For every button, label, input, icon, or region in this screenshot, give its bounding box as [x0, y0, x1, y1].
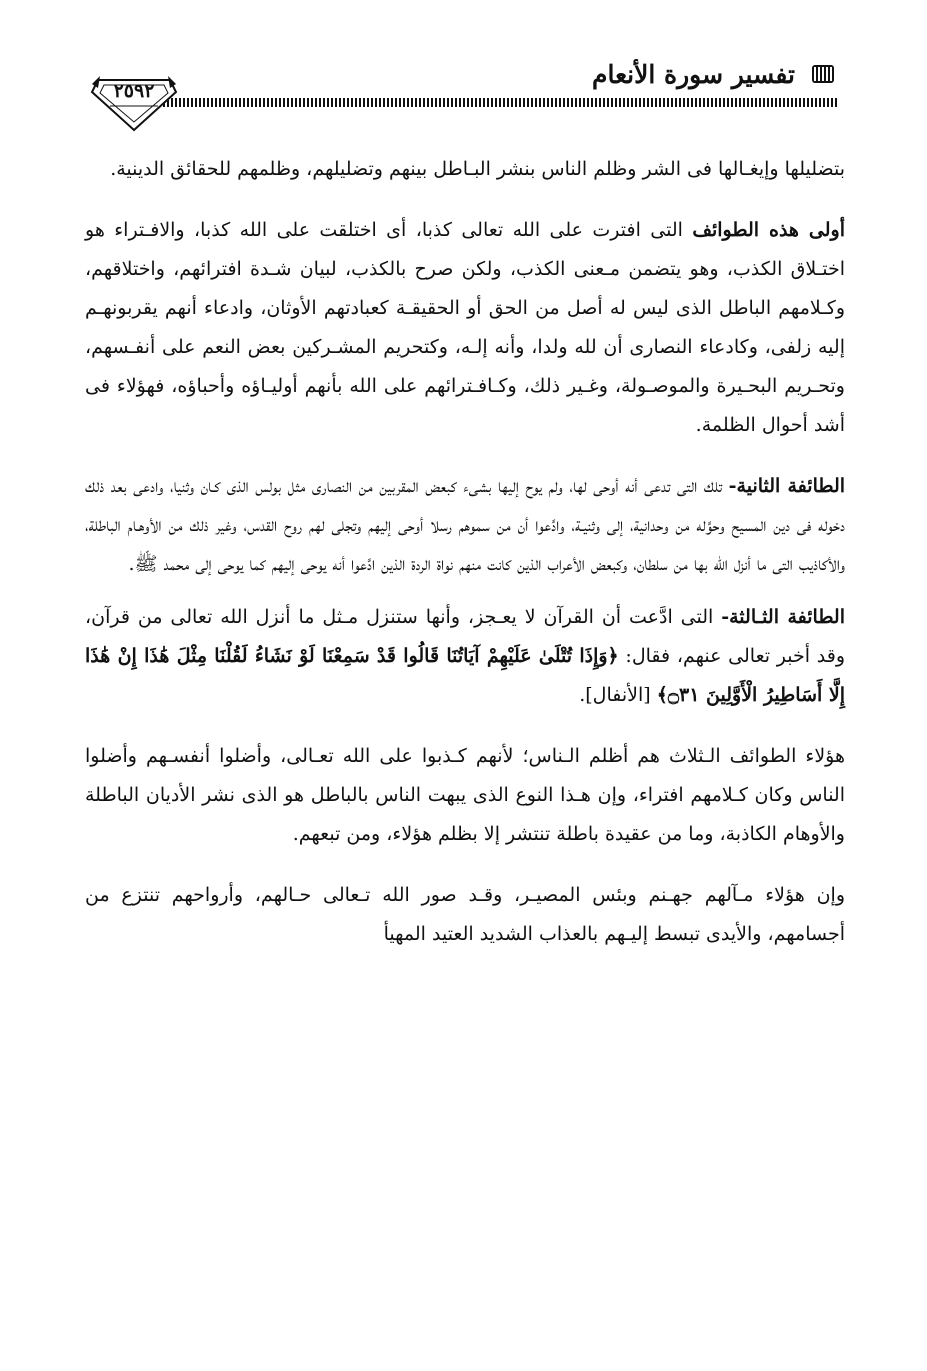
paragraph-5	[85, 737, 845, 854]
paragraph-6-text: وإن هؤلاء مـآلهم جهـنم وبئس المصيـر، وقـد صور الله تـعالى حـالهم، وأرواحهم تنتزع من أجسامهم، والأيدى تبسط إليـهم بالعذاب الشديد العتيد المهيأ	[85, 884, 845, 945]
paragraph-2-text: التى افترت على الله تعالى كذبا، أى اختلقت على الله كذبا، والافـتراء هو اختـلاق الكذب، وهو يتضمن مـعنى الكذب، ولكن صرح بالكذب، لبيان شـدة افترائهم، واختلاقهم، وكـلامهم الباطل الذى ليس له أصل من الحق أو الحقيقـة كعبادتهم الأوثان، وادعاء أنهم يقربونهـم إليه زلفى، وكادعاء النصارى أن لله ولدا، وأنه إلـه، وكتحريم المشـركين بعض النعم على أنفـسهم، وتحـريم البحـيرة والموصـولة، وغـير ذلك، وكـافـترائهم على الله بأنهم أوليـاؤه وأحباؤه، فهؤلاء فى أشد أحوال الظلمة.	[85, 219, 845, 436]
paragraph-1	[85, 150, 845, 189]
paragraph-3-lead: الطائفة الثانية-	[728, 475, 846, 497]
header-rule	[157, 98, 837, 107]
paragraph-2-lead: أولى هذه الطوائف	[692, 219, 845, 241]
paragraph-5-text: هؤلاء الطوائف الـثلاث هم أظلم الـناس؛ لأنهم كـذبوا على الله تعـالى، وأضلوا أنفسـهم وأضلوا الناس وكان كـلامهم افتراء، وإن هـذا النوع الذى يبهت الناس بالباطل هو الذى نشر الأديان الباطلة والأوهام الكاذبة، وما من عقيدة باطلة تنتشر إلا بظلم هؤلاء، ومن تبعهم.	[85, 745, 845, 845]
page-number: ٢٥٩٢	[113, 80, 155, 102]
paragraph-3-text: تلك التى تدعى أنه أوحى لها، ولم يوح إليها بشىء كبعض المقربين من النصارى مثل بولس الذى كـان وثنيا، وادعى بعد ذلك دخوله فى دين المسيح وحوَّله من وحدانية، إلى وثنيـة، وادَّعوا أن من سموهم رسلا أوحى إليهم وتجلى لهم روح القدس، وغير ذلك من الأوهـام الباطلة، والأكاذيب التى ما أنزل الله بها من سلطان، وكبعض الأعراب الذين كانت منهم نواة الردة الذين ادَّعوا أنه يوحى إليهم كما يوحى إلى محمد ﷺ.	[85, 475, 845, 575]
quran-verse: ﴿وَإِذَا تُتْلَىٰ عَلَيْهِمْ آيَاتُنَا قَالُوا قَدْ سَمِعْنَا لَوْ نَشَاءُ لَقُلْنَا مِثْلَ هَٰذَا إِنْ هَٰذَا إِلَّا أَسَاطِيرُ الْأَوَّلِينَ ۝٣١﴾	[85, 645, 845, 706]
paragraph-4-text: التى ادَّعت أن القرآن لا يعـجز، وأنها ستنزل مـثل ما أنزل الله تعالى من قرآن، وقد أخبر تعالى عنهم، فقال:	[85, 606, 845, 667]
paragraph-4	[85, 598, 845, 715]
paragraph-6	[85, 876, 845, 954]
page-body	[85, 150, 845, 976]
paragraph-2	[85, 211, 845, 445]
verse-citation: [الأنفال].	[579, 684, 657, 706]
running-title: تفسير سورة الأنعام	[591, 59, 795, 89]
running-head	[237, 54, 837, 94]
book-ornament-icon	[809, 62, 837, 86]
paragraph-1-text: بتضليلها وإيغـالها فى الشر وظلم الناس بنشر البـاطل بينهم وتضليلهم، وظلمهم للحقائق الدينية.	[110, 158, 845, 180]
paragraph-3	[85, 467, 845, 584]
paragraph-4-lead: الطائفة الثـالثة-	[721, 606, 845, 628]
